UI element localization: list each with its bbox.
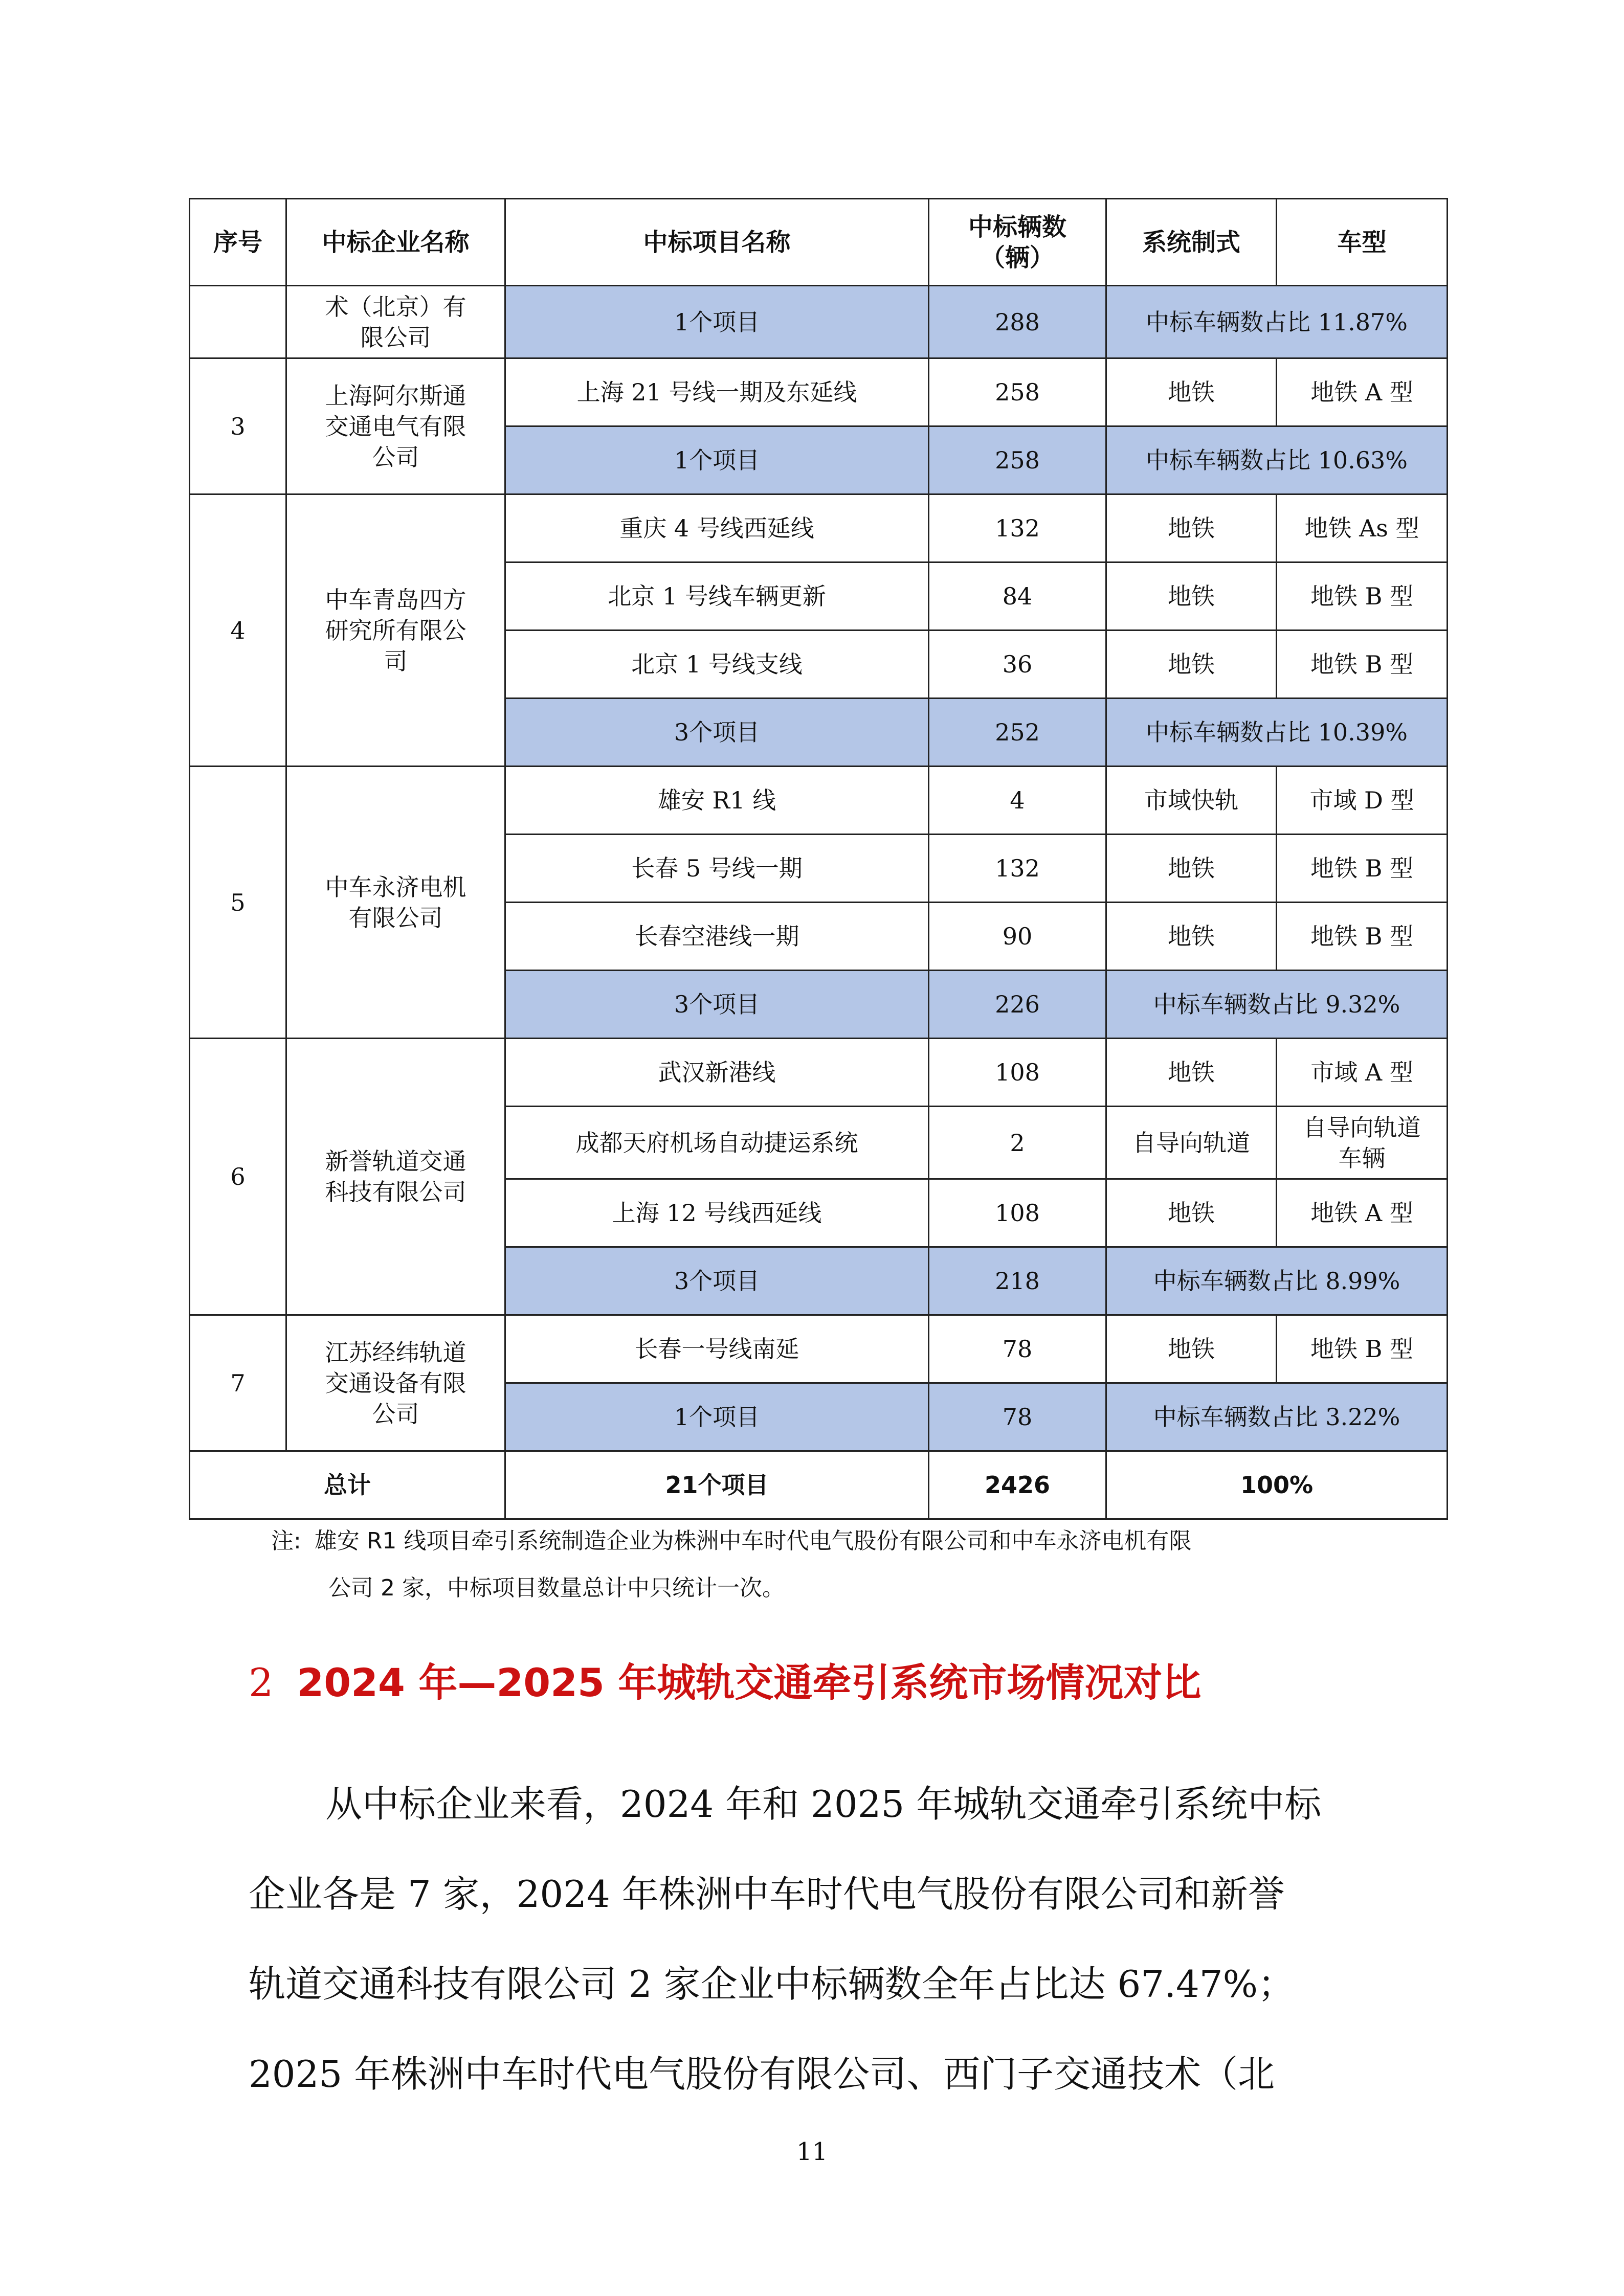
header-type: 车型 xyxy=(1277,199,1448,286)
note-line-1 xyxy=(271,1518,1417,1565)
total-count: 2426 xyxy=(929,1451,1106,1519)
header-count xyxy=(929,199,1106,286)
company-line: 科技有限公司 xyxy=(325,1178,466,1206)
page-number: 11 xyxy=(796,2137,828,2166)
system-type: 地铁 xyxy=(1106,562,1277,631)
paragraph-line: 企业各是 7 家，2024 年株洲中车时代电气股份有限公司和新誉 xyxy=(249,1873,1285,1916)
company-name-cell xyxy=(286,358,505,494)
company-line: 上海阿尔斯通 xyxy=(325,381,466,410)
company-name-cell xyxy=(286,494,505,767)
summary-projects: 1个项目 xyxy=(505,426,929,494)
project-name: 成都天府机场自动捷运系统 xyxy=(505,1107,929,1179)
summary-share: 中标车辆数占比 10.39% xyxy=(1106,699,1448,767)
vehicle-type: 市域 D 型 xyxy=(1277,767,1448,835)
vehicle-type: 市域 A 型 xyxy=(1277,1039,1448,1107)
company-name-cell xyxy=(286,1039,505,1315)
system-type: 地铁 xyxy=(1106,494,1277,562)
summary-count: 218 xyxy=(929,1247,1106,1315)
project-name: 雄安 R1 线 xyxy=(505,767,929,835)
company-line: 中车永济电机 xyxy=(325,873,466,901)
vehicle-type: 地铁 As 型 xyxy=(1277,494,1448,562)
company-line: 交通设备有限 xyxy=(325,1369,466,1397)
company-index-cell: 6 xyxy=(190,1039,286,1315)
project-name: 北京 1 号线支线 xyxy=(505,631,929,699)
company-line: 中车青岛四方 xyxy=(325,586,466,614)
vehicle-count: 132 xyxy=(929,835,1106,903)
company-index-cell: 4 xyxy=(190,494,286,767)
summary-projects: 1个项目 xyxy=(505,1383,929,1451)
summary-share: 中标车辆数占比 10.63% xyxy=(1106,426,1448,494)
header-system: 系统制式 xyxy=(1106,199,1277,286)
summary-count: 78 xyxy=(929,1383,1106,1451)
header-project: 中标项目名称 xyxy=(505,199,929,286)
system-type: 地铁 xyxy=(1106,358,1277,426)
header-company: 中标企业名称 xyxy=(286,199,505,286)
summary-share: 中标车辆数占比 11.87% xyxy=(1106,286,1448,358)
summary-count: 258 xyxy=(929,426,1106,494)
company-line: 公司 xyxy=(372,1400,419,1428)
total-label: 总计 xyxy=(190,1451,505,1519)
paragraph-line: 轨道交通科技有限公司 2 家企业中标辆数全年占比达 67.47%； xyxy=(249,1963,1295,2006)
vehicle-type: 地铁 B 型 xyxy=(1277,835,1448,903)
vehicle-count: 108 xyxy=(929,1179,1106,1247)
project-name: 长春一号线南延 xyxy=(505,1315,929,1383)
vehicle-type-line: 车辆 xyxy=(1338,1144,1386,1172)
system-type: 市域快轨 xyxy=(1106,767,1277,835)
company-line: 司 xyxy=(384,647,408,675)
company-line: 新誉轨道交通 xyxy=(325,1147,466,1175)
summary-projects: 3个项目 xyxy=(505,971,929,1039)
project-name: 上海 12 号线西延线 xyxy=(505,1179,929,1247)
table-row xyxy=(190,286,1448,358)
header-index: 序号 xyxy=(190,199,286,286)
vehicle-count: 4 xyxy=(929,767,1106,835)
project-name: 长春空港线一期 xyxy=(505,903,929,971)
summary-share: 中标车辆数占比 9.32% xyxy=(1106,971,1448,1039)
section-number: 2 xyxy=(249,1660,274,1705)
vehicle-type: 地铁 A 型 xyxy=(1277,1179,1448,1247)
table-row xyxy=(190,358,1448,426)
project-name: 武汉新港线 xyxy=(505,1039,929,1107)
system-type: 地铁 xyxy=(1106,903,1277,971)
company-line: 术（北京）有 xyxy=(325,292,466,321)
company-line: 江苏经纬轨道 xyxy=(325,1338,466,1366)
table-header-row xyxy=(190,199,1448,286)
system-type: 自导向轨道 xyxy=(1106,1107,1277,1179)
table-row xyxy=(190,767,1448,835)
vehicle-count: 84 xyxy=(929,562,1106,631)
system-type: 地铁 xyxy=(1106,1039,1277,1107)
vehicle-type: 地铁 A 型 xyxy=(1277,358,1448,426)
note-lead: 注: xyxy=(271,1528,301,1554)
vehicle-type xyxy=(1277,1107,1448,1179)
company-line: 有限公司 xyxy=(348,904,443,932)
total-row xyxy=(190,1451,1448,1519)
summary-count: 288 xyxy=(929,286,1106,358)
company-index-cell xyxy=(190,286,286,358)
company-line: 公司 xyxy=(372,443,419,471)
summary-projects: 3个项目 xyxy=(505,1247,929,1315)
vehicle-count: 108 xyxy=(929,1039,1106,1107)
company-name-cell xyxy=(286,767,505,1039)
table-row xyxy=(190,1315,1448,1383)
table-note xyxy=(271,1518,1417,1612)
section-heading xyxy=(249,1652,1201,1707)
vehicle-count: 2 xyxy=(929,1107,1106,1179)
summary-projects: 3个项目 xyxy=(505,699,929,767)
company-line: 研究所有限公 xyxy=(325,616,466,644)
table-row xyxy=(190,1039,1448,1107)
summary-projects: 1个项目 xyxy=(505,286,929,358)
note-line-2: 公司 2 家，中标项目数量总计中只统计一次。 xyxy=(328,1575,785,1601)
project-name: 上海 21 号线一期及东延线 xyxy=(505,358,929,426)
company-index-cell: 7 xyxy=(190,1315,286,1451)
header-count-line-1: 中标辆数 xyxy=(968,212,1066,241)
paragraph-line: 从中标企业来看，2024 年和 2025 年城轨交通牵引系统中标 xyxy=(325,1783,1322,1826)
system-type: 地铁 xyxy=(1106,835,1277,903)
total-share: 100% xyxy=(1106,1451,1448,1519)
section-title: 2024 年—2025 年城轨交通牵引系统市场情况对比 xyxy=(297,1660,1202,1705)
company-line: 限公司 xyxy=(360,323,431,351)
note-text-1: 雄安 R1 线项目牵引系统制造企业为株洲中车时代电气股份有限公司和中车永济电机有限 xyxy=(314,1528,1192,1554)
project-name: 重庆 4 号线西延线 xyxy=(505,494,929,562)
company-name-cell xyxy=(286,1315,505,1451)
system-type: 地铁 xyxy=(1106,631,1277,699)
company-name-cell xyxy=(286,286,505,358)
summary-count: 226 xyxy=(929,971,1106,1039)
summary-share: 中标车辆数占比 8.99% xyxy=(1106,1247,1448,1315)
vehicle-type: 地铁 B 型 xyxy=(1277,562,1448,631)
vehicle-count: 36 xyxy=(929,631,1106,699)
system-type: 地铁 xyxy=(1106,1315,1277,1383)
vehicle-type: 地铁 B 型 xyxy=(1277,631,1448,699)
vehicle-count: 132 xyxy=(929,494,1106,562)
body-paragraph xyxy=(249,1759,1384,2119)
vehicle-type: 地铁 B 型 xyxy=(1277,1315,1448,1383)
vehicle-count: 258 xyxy=(929,358,1106,426)
summary-count: 252 xyxy=(929,699,1106,767)
vehicle-count: 90 xyxy=(929,903,1106,971)
header-count-line-2: （辆） xyxy=(980,243,1054,272)
table-row xyxy=(190,494,1448,562)
summary-share: 中标车辆数占比 3.22% xyxy=(1106,1383,1448,1451)
project-name: 长春 5 号线一期 xyxy=(505,835,929,903)
winning-bid-table xyxy=(189,198,1448,1520)
vehicle-type-line: 自导向轨道 xyxy=(1303,1113,1421,1141)
system-type: 地铁 xyxy=(1106,1179,1277,1247)
total-projects: 21个项目 xyxy=(505,1451,929,1519)
vehicle-count: 78 xyxy=(929,1315,1106,1383)
company-index-cell: 3 xyxy=(190,358,286,494)
vehicle-type: 地铁 B 型 xyxy=(1277,903,1448,971)
company-line: 交通电气有限 xyxy=(325,412,466,440)
paragraph-line: 2025 年株洲中车时代电气股份有限公司、西门子交通技术（北 xyxy=(249,2053,1275,2096)
project-name: 北京 1 号线车辆更新 xyxy=(505,562,929,631)
company-index-cell: 5 xyxy=(190,767,286,1039)
